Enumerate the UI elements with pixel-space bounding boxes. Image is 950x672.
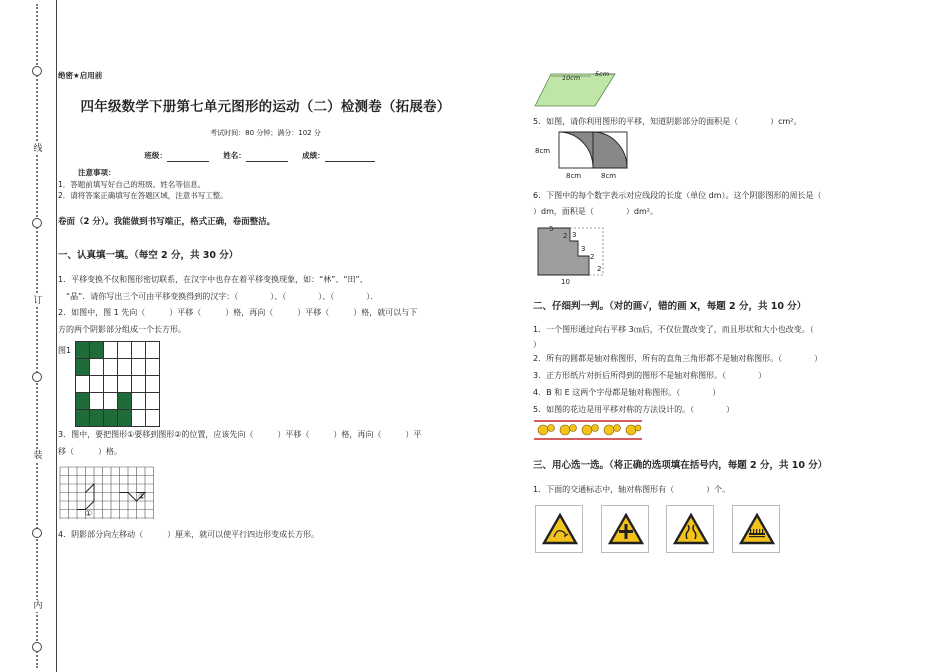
- binding-char-nei: 内: [33, 601, 43, 611]
- judge-5: 5．如图的花边是用平移对称的方法设计的。（ ）: [533, 404, 735, 414]
- q6-label-b: 3: [572, 231, 577, 240]
- binding-dotted-line: [36, 4, 38, 668]
- neatness-score: 卷面（2 分）。我能做到书写端正，格式正确，卷面整洁。: [58, 216, 276, 227]
- question-6-figure: [533, 223, 623, 285]
- question-6-line-1: 6．下图中的每个数字表示对应线段的长度（单位 dm）。这个阴影图形的周长是（: [533, 190, 822, 200]
- score-field[interactable]: [325, 153, 375, 162]
- lace-border-figure: [533, 419, 643, 441]
- figure-3-mark-1: ①: [85, 508, 93, 518]
- binding-rule: [56, 0, 57, 672]
- section-3-title: 三、用心选一选。（将正确的选项填在括号内，每题 2 分，共 10 分）: [533, 460, 828, 472]
- left-column: [58, 70, 473, 544]
- binding-hole: [32, 218, 42, 228]
- q5-side-label: 8cm: [535, 147, 551, 156]
- question-6-line-2: ）dm，面积是（ ）dm²。: [533, 207, 658, 217]
- binding-hole: [32, 528, 42, 538]
- class-field[interactable]: [167, 153, 209, 162]
- note-item: 1．答题前填写好自己的班级、姓名等信息。: [58, 179, 206, 189]
- choice-1: 1．下面的交通标志中，轴对称图形有（ ）个。: [533, 484, 731, 494]
- question-5: 5．如图，请你利用图形的平移，知道阴影部分的面积是（ ）cm²。: [533, 117, 802, 127]
- q6-label-a: 2: [563, 232, 568, 241]
- right-column: [533, 70, 878, 555]
- traffic-signs-row: [533, 505, 878, 555]
- judge-2: 2．所有的圆都是轴对称图形，所有的直角三角形都不是轴对称图形。（ ）: [533, 354, 823, 364]
- binding-char-ding: 订: [33, 296, 43, 306]
- notes-title: 注意事项：: [78, 168, 116, 178]
- section-1-title: 一、认真填一填。（每空 2 分，共 30 分）: [58, 250, 239, 262]
- crossroad-sign-icon: [602, 506, 650, 554]
- exam-info: 考试时间：80 分钟；满分：102 分: [210, 128, 321, 137]
- figure-1-label: 图1: [58, 345, 72, 355]
- q6-label-e: 2: [597, 265, 602, 274]
- q6-label-bottom: 10: [561, 278, 570, 286]
- student-fields: [58, 150, 473, 162]
- parallelogram-figure: [533, 70, 643, 110]
- q5-bottom-label-b: 8cm: [601, 172, 617, 181]
- binding-hole: [32, 66, 42, 76]
- q5-bottom-label-a: 8cm: [566, 172, 582, 181]
- score-label: 成绩：: [302, 151, 325, 161]
- traffic-sign-2: [601, 505, 649, 553]
- q6-label-top: 5: [549, 225, 554, 234]
- q6-label-c: 3: [581, 245, 586, 254]
- page-title: 四年级数学下册第七单元图形的运动（二）检测卷（拓展卷）: [80, 98, 451, 115]
- question-1-line-2: “晶”．请你写出三个可由平移变换得到的汉字：（ ）、（ ）、（ ）．: [66, 291, 379, 301]
- question-3-line-2: 移（ ）格。: [58, 446, 122, 456]
- figure-3-grid: [58, 465, 162, 521]
- question-3-line-1: 3．图中，要把图形①要移到图形②的位置，应该先向（ ）平移（ ）格，再向（ ）平: [58, 429, 422, 439]
- judge-4: 4．B 和 E 这两个字母都是轴对称图形。（ ）: [533, 388, 721, 398]
- traffic-sign-3: [666, 505, 714, 553]
- question-1-line-1: 1．平移变换不仅和图形密切联系，在汉字中也存在着平移变换现象，如：“林”、“田”、: [58, 274, 368, 284]
- question-2-line-1: 2．如图中，图 1 先向（ ）平移（ ）格，再向（ ）平移（ ）格，就可以与下: [58, 308, 418, 318]
- judge-1: 1．一个图形通过向右平移 3㎝后，不仅位置改变了，而且形状和大小也改变。（: [533, 325, 814, 335]
- question-4: 4．阴影部分向左移动（ ）厘米，就可以使平行四边形变成长方形。: [58, 529, 320, 539]
- parallelogram-label-5cm: 5cm: [595, 70, 610, 78]
- question-2-line-2: 方的两个阴影部分组成一个长方形。: [58, 325, 186, 335]
- binding-hole: [32, 372, 42, 382]
- judge-3: 3．正方形纸片对折后所得到的图形不是轴对称图形。（ ）: [533, 371, 767, 381]
- binding-char-zhuang: 装: [33, 451, 43, 461]
- narrow-road-sign-icon: [667, 506, 715, 554]
- note-item: 2．请将答案正确填写在答题区域，注意书写工整。: [58, 191, 228, 201]
- section-2-title: 二、仔细判一判。（对的画√，错的画 X，每题 2 分，共 10 分）: [533, 300, 807, 312]
- binding-margin: [0, 0, 56, 672]
- name-label: 姓名：: [223, 151, 246, 161]
- question-5-figure: [533, 131, 663, 183]
- railway-crossing-sign-icon: [733, 506, 781, 554]
- traffic-sign-4: [732, 505, 780, 553]
- judge-1-close: ）: [533, 339, 541, 349]
- figure-1-block: [58, 345, 473, 427]
- parallelogram-label-10cm: 10cm: [562, 74, 581, 82]
- traffic-sign-1: [535, 505, 583, 553]
- binding-char-xian: 线: [33, 144, 43, 154]
- warning-sign-icon: [536, 506, 584, 554]
- figure-3-mark-2: ②: [138, 491, 146, 501]
- confidential-mark: 绝密★启用前: [58, 71, 103, 80]
- q6-label-d: 2: [590, 253, 595, 262]
- class-label: 班级：: [144, 151, 167, 161]
- figure-1-grid: [75, 341, 160, 427]
- name-field[interactable]: [246, 153, 288, 162]
- binding-hole: [32, 642, 42, 652]
